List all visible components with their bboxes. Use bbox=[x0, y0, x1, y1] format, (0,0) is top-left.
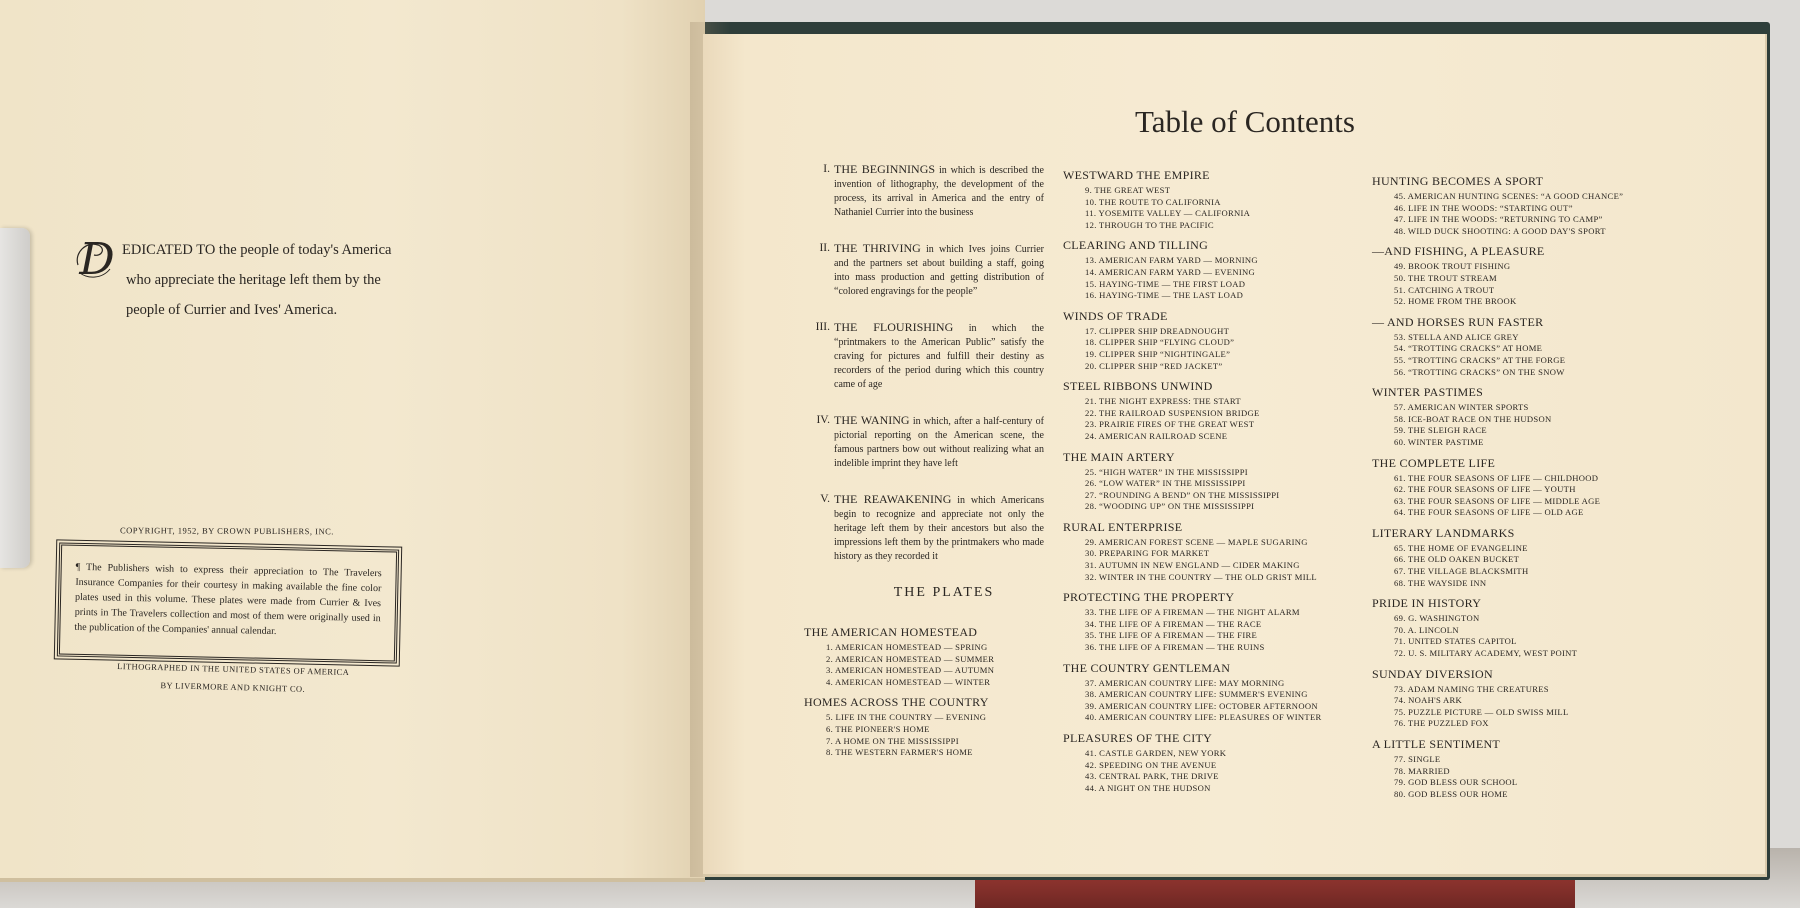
plate-entry: 66. THE OLD OAKEN BUCKET bbox=[1394, 554, 1520, 565]
acknowledgment-box bbox=[57, 542, 399, 663]
plate-list bbox=[1063, 396, 1363, 442]
plate-entry: 73. ADAM NAMING THE CREATURES bbox=[1394, 683, 1549, 694]
plate-section bbox=[1372, 174, 1682, 237]
chapter-entry bbox=[804, 241, 1044, 299]
acknowledgment-text: ¶ The Publishers wish to express their appreciation to The Travelers Insurance Companies for their courtesy in making available the fine color plates used in this volume. These plates were made from Currier & Ives prints in The Travelers collection and most of them were originally used in the publication of the Companies' annual calendar. bbox=[74, 561, 382, 638]
plate-entry: 33. THE LIFE OF A FIREMAN — THE NIGHT ALARM bbox=[1085, 607, 1300, 618]
plate-entry: 45. AMERICAN HUNTING SCENES: “A GOOD CHANCE” bbox=[1394, 191, 1624, 201]
toc-column-3 bbox=[1372, 174, 1682, 807]
plate-entry: 47. LIFE IN THE WOODS: “RETURNING TO CAMP” bbox=[1394, 214, 1603, 225]
plate-entry: 30. PREPARING FOR MARKET bbox=[1085, 548, 1210, 559]
plate-entry: 37. AMERICAN COUNTRY LIFE: MAY MORNING bbox=[1085, 677, 1285, 688]
chapter-text bbox=[834, 320, 1044, 392]
plate-section bbox=[804, 695, 1044, 758]
plate-entry: 65. THE HOME OF EVANGELINE bbox=[1394, 542, 1528, 553]
section-title: RURAL ENTERPRISE bbox=[1063, 519, 1183, 534]
plate-list bbox=[1372, 754, 1682, 800]
page-title: Table of Contents bbox=[1135, 104, 1355, 139]
section-title: PRIDE IN HISTORY bbox=[1372, 596, 1482, 611]
plate-entry: 32. WINTER IN THE COUNTRY — THE OLD GRIST MILL bbox=[1085, 571, 1317, 582]
plate-entry: 15. HAYING-TIME — THE FIRST LOAD bbox=[1085, 278, 1246, 289]
plate-list bbox=[1063, 185, 1363, 231]
chapter-entry bbox=[804, 162, 1044, 220]
chapter-number: IV. bbox=[816, 414, 830, 426]
section-title: A LITTLE SENTIMENT bbox=[1372, 737, 1501, 751]
plate-entry: 67. THE VILLAGE BLACKSMITH bbox=[1394, 566, 1529, 577]
plate-entry: 76. THE PUZZLED FOX bbox=[1394, 718, 1489, 729]
plate-entry: 80. GOD BLESS OUR HOME bbox=[1394, 788, 1508, 799]
plate-section bbox=[1063, 731, 1363, 794]
plate-entry: 7. A HOME ON THE MISSISSIPPI bbox=[826, 735, 959, 746]
plate-entry: 36. THE LIFE OF A FIREMAN — THE RUINS bbox=[1085, 642, 1265, 653]
ornamental-initial: D bbox=[72, 235, 122, 285]
plate-list bbox=[1372, 473, 1682, 519]
plate-entry: 10. THE ROUTE TO CALIFORNIA bbox=[1085, 196, 1221, 207]
plate-entry: 69. G. WASHINGTON bbox=[1394, 613, 1480, 624]
plate-entry: 74. NOAH'S ARK bbox=[1394, 695, 1463, 706]
plate-section bbox=[1063, 379, 1363, 442]
plate-entry: 75. PUZZLE PICTURE — OLD SWISS MILL bbox=[1394, 706, 1569, 717]
plate-entry: 14. AMERICAN FARM YARD — EVENING bbox=[1085, 266, 1256, 277]
chapter-lead: THE BEGINNINGS bbox=[834, 162, 936, 176]
plate-section bbox=[1063, 168, 1363, 231]
section-title: WINTER PASTIMES bbox=[1372, 385, 1484, 400]
plate-entry: 1. AMERICAN HOMESTEAD — SPRING bbox=[826, 642, 988, 652]
plate-section bbox=[1372, 667, 1682, 730]
chapter-entry bbox=[804, 320, 1044, 392]
chapter-description: in which Americans begin to recognize and appreciate not only the heritage left them by their ancestors but also the impressions left them by the printmakers who made history as they recorded it bbox=[834, 495, 1044, 562]
plate-entry: 61. THE FOUR SEASONS OF LIFE — CHILDHOOD bbox=[1394, 472, 1599, 483]
plate-entry: 57. AMERICAN WINTER SPORTS bbox=[1394, 402, 1529, 413]
chapter-number: V. bbox=[820, 493, 830, 505]
plate-list bbox=[1372, 402, 1682, 448]
plate-entry: 16. HAYING-TIME — THE LAST LOAD bbox=[1085, 290, 1244, 301]
plate-entry: 38. AMERICAN COUNTRY LIFE: SUMMER'S EVENING bbox=[1085, 689, 1308, 700]
plates-sections-col1 bbox=[804, 625, 1044, 759]
chapter-description: in which is described the invention of lithography, the development of the process, its arrival in America and the entry of Nathaniel Currier into the business bbox=[834, 165, 1044, 218]
plate-list bbox=[1372, 332, 1682, 378]
plate-entry: 71. UNITED STATES CAPITOL bbox=[1394, 636, 1517, 647]
flourish-icon bbox=[72, 235, 122, 285]
toc-column-1 bbox=[804, 162, 1044, 766]
plate-entry: 25. “HIGH WATER” IN THE MISSISSIPPI bbox=[1085, 466, 1248, 477]
plate-entry: 78. MARRIED bbox=[1394, 765, 1450, 776]
section-title: THE COMPLETE LIFE bbox=[1372, 455, 1496, 470]
chapter-lead: THE FLOURISHING bbox=[834, 320, 954, 334]
dedication-line-3: people of Currier and Ives' America. bbox=[126, 302, 338, 318]
chapter-description: in which Ives joins Currier and the partners set about building a staff, going into mass production and getting distribution of “colored engravings for the people” bbox=[834, 244, 1045, 297]
page-clip bbox=[0, 228, 30, 568]
plate-entry: 11. YOSEMITE VALLEY — CALIFORNIA bbox=[1085, 208, 1251, 219]
plate-list bbox=[1063, 537, 1363, 583]
toc-column-2 bbox=[1063, 168, 1363, 801]
plate-entry: 5. LIFE IN THE COUNTRY — EVENING bbox=[826, 712, 987, 723]
plate-list bbox=[1372, 191, 1682, 237]
dedication bbox=[72, 235, 412, 325]
chapter-text bbox=[834, 241, 1044, 299]
section-title: HOMES ACROSS THE COUNTRY bbox=[804, 695, 989, 710]
section-title: —AND FISHING, A PLEASURE bbox=[1372, 244, 1545, 259]
plate-entry: 79. GOD BLESS OUR SCHOOL bbox=[1394, 777, 1518, 788]
plate-list bbox=[1372, 684, 1682, 730]
plate-entry: 54. “TROTTING CRACKS” AT HOME bbox=[1394, 343, 1543, 354]
plate-entry: 43. CENTRAL PARK, THE DRIVE bbox=[1085, 771, 1219, 782]
plate-entry: 50. THE TROUT STREAM bbox=[1394, 272, 1497, 283]
section-title: WINDS OF TRADE bbox=[1063, 308, 1168, 323]
plate-entry: 42. SPEEDING ON THE AVENUE bbox=[1085, 759, 1217, 770]
plate-entry: 17. CLIPPER SHIP DREADNOUGHT bbox=[1085, 325, 1230, 336]
plate-entry: 20. CLIPPER SHIP “RED JACKET” bbox=[1085, 360, 1223, 371]
plate-section bbox=[1063, 520, 1363, 583]
plate-entry: 27. “ROUNDING A BEND” ON THE MISSISSIPPI bbox=[1085, 489, 1280, 500]
plate-entry: 21. THE NIGHT EXPRESS: THE START bbox=[1085, 396, 1241, 407]
chapter-lead: THE REAWAKENING bbox=[834, 492, 952, 506]
plate-section bbox=[1372, 385, 1682, 448]
plate-entry: 22. THE RAILROAD SUSPENSION BRIDGE bbox=[1085, 407, 1260, 418]
chapter-entry bbox=[804, 413, 1044, 471]
plate-section bbox=[1372, 244, 1682, 307]
plate-entry: 40. AMERICAN COUNTRY LIFE: PLEASURES OF WINTER bbox=[1085, 712, 1322, 723]
chapter-text bbox=[834, 492, 1044, 564]
plate-section bbox=[804, 625, 1044, 688]
plate-entry: 64. THE FOUR SEASONS OF LIFE — OLD AGE bbox=[1394, 507, 1584, 518]
plate-list bbox=[1372, 261, 1682, 307]
plate-list bbox=[1063, 255, 1363, 301]
plate-list bbox=[1063, 607, 1363, 653]
printer-credit-line-2: BY LIVERMORE AND KNIGHT CO. bbox=[160, 680, 306, 694]
chapter-lead: THE WANING bbox=[834, 413, 910, 427]
plate-entry: 6. THE PIONEER'S HOME bbox=[826, 723, 930, 734]
dedication-line-2: who appreciate the heritage left them by the bbox=[126, 272, 381, 288]
chapter-lead: THE THRIVING bbox=[834, 241, 921, 255]
plate-list bbox=[804, 712, 1044, 758]
plate-section bbox=[1063, 309, 1363, 372]
plate-entry: 49. BROOK TROUT FISHING bbox=[1394, 261, 1511, 272]
plate-entry: 77. SINGLE bbox=[1394, 754, 1441, 764]
plate-entry: 52. HOME FROM THE BROOK bbox=[1394, 296, 1517, 307]
plate-list bbox=[1063, 678, 1363, 724]
plate-entry: 29. AMERICAN FOREST SCENE — MAPLE SUGARING bbox=[1085, 536, 1308, 547]
plate-entry: 35. THE LIFE OF A FIREMAN — THE FIRE bbox=[1085, 630, 1258, 641]
plate-entry: 39. AMERICAN COUNTRY LIFE: OCTOBER AFTERNOON bbox=[1085, 700, 1318, 711]
plate-entry: 9. THE GREAT WEST bbox=[1085, 185, 1171, 195]
plate-entry: 59. THE SLEIGH RACE bbox=[1394, 425, 1487, 436]
printer-credit-line-1: LITHOGRAPHED IN THE UNITED STATES OF AMERICA bbox=[117, 660, 350, 678]
section-title: STEEL RIBBONS UNWIND bbox=[1063, 379, 1213, 394]
plate-entry: 13. AMERICAN FARM YARD — MORNING bbox=[1085, 255, 1258, 266]
plate-section bbox=[1063, 238, 1363, 301]
section-title: — AND HORSES RUN FASTER bbox=[1372, 314, 1544, 329]
plate-list bbox=[804, 642, 1044, 688]
plate-entry: 4. AMERICAN HOMESTEAD — WINTER bbox=[826, 676, 991, 687]
plate-entry: 62. THE FOUR SEASONS OF LIFE — YOUTH bbox=[1394, 484, 1576, 495]
plate-entry: 58. ICE-BOAT RACE ON THE HUDSON bbox=[1394, 413, 1552, 424]
plate-section bbox=[1372, 596, 1682, 659]
plate-entry: 48. WILD DUCK SHOOTING: A GOOD DAY'S SPORT bbox=[1394, 225, 1606, 236]
section-title: LITERARY LANDMARKS bbox=[1372, 525, 1515, 540]
left-page bbox=[0, 0, 705, 882]
dedication-line-1: EDICATED TO the people of today's America bbox=[122, 242, 392, 258]
chapter-text bbox=[834, 413, 1044, 471]
plate-entry: 28. “WOODING UP” ON THE MISSISSIPPI bbox=[1085, 501, 1255, 512]
copyright-notice: COPYRIGHT, 1952, BY CROWN PUBLISHERS, INC. bbox=[119, 525, 334, 537]
section-title: HUNTING BECOMES A SPORT bbox=[1372, 174, 1544, 188]
plates-heading: THE PLATES bbox=[893, 585, 995, 600]
plate-entry: 34. THE LIFE OF A FIREMAN — THE RACE bbox=[1085, 618, 1262, 629]
chapter-number: I. bbox=[823, 163, 830, 175]
chapter-description: in which the “printmakers to the American Public” satisfy the craving for pictures and fulfill their destiny as recorders of the period during which this country came of age bbox=[834, 323, 1044, 390]
plate-entry: 12. THROUGH TO THE PACIFIC bbox=[1085, 219, 1214, 230]
plate-entry: 56. “TROTTING CRACKS” ON THE SNOW bbox=[1394, 366, 1565, 377]
plate-list bbox=[1372, 613, 1682, 659]
plate-section bbox=[1372, 456, 1682, 519]
chapter-text bbox=[834, 162, 1044, 220]
plate-list bbox=[1063, 467, 1363, 513]
plate-section bbox=[1372, 526, 1682, 589]
plate-entry: 31. AUTUMN IN NEW ENGLAND — CIDER MAKING bbox=[1085, 560, 1300, 571]
plate-entry: 23. PRAIRIE FIRES OF THE GREAT WEST bbox=[1085, 419, 1255, 430]
plate-section bbox=[1063, 450, 1363, 513]
plate-entry: 60. WINTER PASTIME bbox=[1394, 436, 1484, 447]
section-title: WESTWARD THE EMPIRE bbox=[1063, 168, 1210, 182]
section-title: THE MAIN ARTERY bbox=[1063, 449, 1175, 464]
section-title: CLEARING AND TILLING bbox=[1063, 238, 1209, 253]
plate-entry: 46. LIFE IN THE WOODS: “STARTING OUT” bbox=[1394, 202, 1573, 213]
plate-entry: 63. THE FOUR SEASONS OF LIFE — MIDDLE AGE bbox=[1394, 495, 1601, 506]
chapter-entry bbox=[804, 492, 1044, 564]
plate-entry: 68. THE WAYSIDE INN bbox=[1394, 577, 1487, 588]
section-title: PLEASURES OF THE CITY bbox=[1063, 731, 1213, 745]
plate-entry: 2. AMERICAN HOMESTEAD — SUMMER bbox=[826, 653, 995, 664]
chapter-number: II. bbox=[819, 242, 830, 254]
section-title: THE AMERICAN HOMESTEAD bbox=[804, 625, 978, 639]
plate-entry: 26. “LOW WATER” IN THE MISSISSIPPI bbox=[1085, 478, 1246, 489]
printer-credit bbox=[98, 656, 369, 699]
plate-entry: 24. AMERICAN RAILROAD SCENE bbox=[1085, 430, 1228, 441]
chapter-number: III. bbox=[815, 321, 830, 333]
chapter-list bbox=[804, 162, 1044, 564]
section-title: SUNDAY DIVERSION bbox=[1372, 666, 1493, 681]
plate-entry: 55. “TROTTING CRACKS” AT THE FORGE bbox=[1394, 354, 1566, 365]
plate-section bbox=[1372, 737, 1682, 800]
plate-entry: 70. A. LINCOLN bbox=[1394, 624, 1459, 635]
plate-list bbox=[1372, 543, 1682, 589]
plate-entry: 18. CLIPPER SHIP “FLYING CLOUD” bbox=[1085, 337, 1235, 348]
plate-section bbox=[1063, 590, 1363, 653]
plate-section bbox=[1372, 315, 1682, 378]
plate-entry: 19. CLIPPER SHIP “NIGHTINGALE” bbox=[1085, 348, 1231, 359]
chapter-description: in which, after a half-century of pictorial reporting on the American scene, the famous partners bow out without realizing what an indelible imprint they have left bbox=[834, 416, 1044, 469]
plate-list bbox=[1063, 326, 1363, 372]
plate-entry: 44. A NIGHT ON THE HUDSON bbox=[1085, 782, 1211, 793]
plate-section bbox=[1063, 661, 1363, 724]
section-title: PROTECTING THE PROPERTY bbox=[1063, 590, 1235, 605]
plate-entry: 3. AMERICAN HOMESTEAD — AUTUMN bbox=[826, 665, 995, 676]
plate-entry: 8. THE WESTERN FARMER'S HOME bbox=[826, 747, 973, 758]
plate-entry: 41. CASTLE GARDEN, NEW YORK bbox=[1085, 748, 1227, 758]
plate-list bbox=[1063, 748, 1363, 794]
section-title: THE COUNTRY GENTLEMAN bbox=[1063, 660, 1231, 675]
plate-entry: 72. U. S. MILITARY ACADEMY, WEST POINT bbox=[1394, 648, 1578, 659]
plate-entry: 51. CATCHING A TROUT bbox=[1394, 284, 1495, 295]
plate-entry: 53. STELLA AND ALICE GREY bbox=[1394, 331, 1519, 342]
